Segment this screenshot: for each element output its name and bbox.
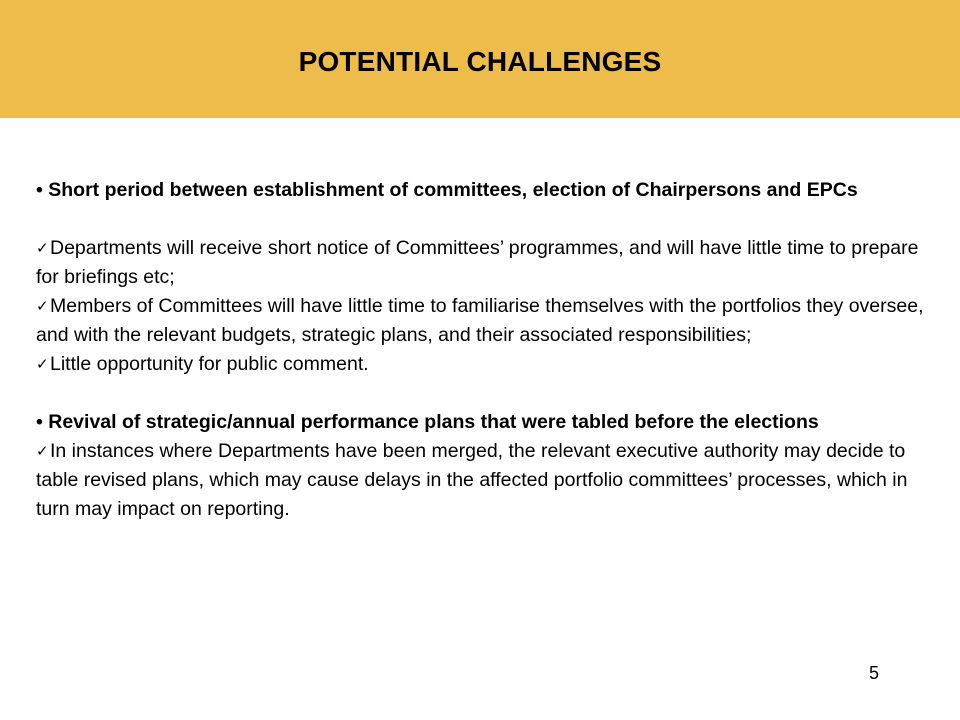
section-heading-2: • Revival of strategic/annual performance plans that were tabled before the elections: [36, 411, 819, 433]
slide-title: POTENTIAL CHALLENGES: [298, 46, 662, 77]
list-item: ✓In instances where Departments have been merged, the relevant executive authority may decide to table revised plans, which may cause delays in the affected portfolio committees’ processes, which in turn may impact on reporting.: [36, 437, 936, 524]
bullet-dot-icon: •: [36, 411, 49, 433]
section-heading-1: • Short period between establishment of committees, election of Chairpersons and EPCs: [36, 179, 858, 201]
page-number: 5: [868, 663, 879, 683]
list-item: ✓Members of Committees will have little time to familiarise themselves with the portfolios they oversee, and with the relevant budgets, strategic plans, and their associated responsibilities;: [36, 292, 936, 350]
checkmark-icon: ✓: [36, 443, 49, 460]
list-item: ✓Little opportunity for public comment.: [36, 350, 936, 379]
spacer: [36, 379, 936, 408]
slide-body: [36, 176, 936, 524]
checkmark-icon: ✓: [36, 298, 49, 315]
checkmark-icon: ✓: [36, 240, 49, 257]
checkmark-icon: ✓: [36, 356, 49, 373]
list-item: ✓Departments will receive short notice of Committees’ programmes, and will have little time to prepare for briefings etc;: [36, 234, 936, 292]
spacer: [36, 205, 936, 234]
bullet-dot-icon: •: [36, 179, 49, 201]
